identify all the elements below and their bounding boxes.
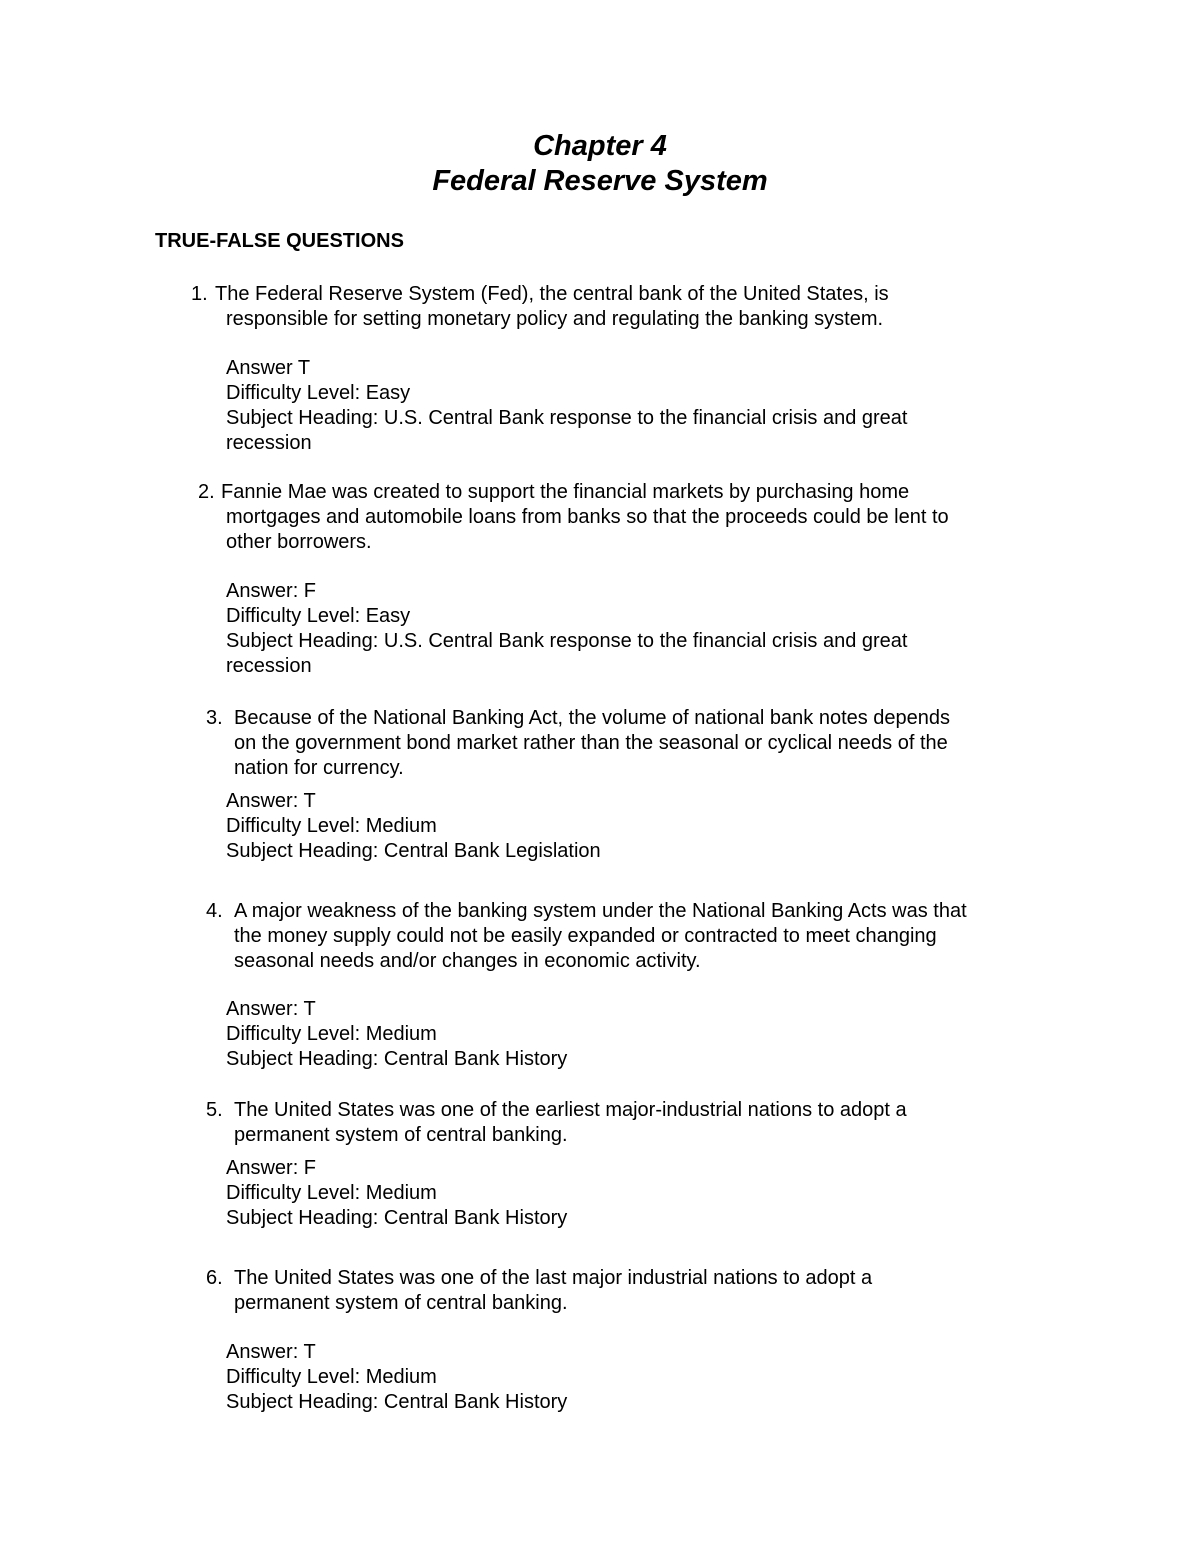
document-title: Federal Reserve System [432, 165, 768, 197]
question-line: permanent system of central banking. [234, 1292, 568, 1314]
answer: Answer: T [226, 998, 316, 1020]
question-number: 6. [206, 1267, 223, 1289]
difficulty: Difficulty Level: Medium [226, 1023, 437, 1045]
subject-heading: Subject Heading: Central Bank History [226, 1391, 568, 1413]
answer-block [226, 1156, 567, 1231]
question-line: The United States was one of the earliest major-industrial nations to adopt a [234, 1099, 907, 1121]
answer: Answer T [226, 357, 311, 379]
subject-heading: Subject Heading: Central Bank History [226, 1048, 568, 1070]
question-number: 4. [206, 900, 223, 922]
subject-heading-cont: recession [226, 432, 312, 454]
question-line: the money supply could not be easily expanded or contracted to meet changing [234, 925, 937, 947]
difficulty: Difficulty Level: Easy [226, 605, 411, 627]
question-line: mortgages and automobile loans from banks so that the proceeds could be lent to [226, 506, 949, 528]
difficulty: Difficulty Level: Medium [226, 1366, 437, 1388]
question-line: on the government bond market rather than the seasonal or cyclical needs of the [234, 732, 948, 754]
difficulty: Difficulty Level: Medium [226, 815, 437, 837]
question-line: other borrowers. [226, 531, 372, 553]
question-text [234, 899, 967, 974]
chapter-label: Chapter 4 [533, 130, 667, 162]
question-line: Fannie Mae was created to support the financial markets by purchasing home [221, 481, 910, 503]
question-number: 2. [198, 481, 215, 503]
subject-heading: Subject Heading: Central Bank History [226, 1207, 568, 1229]
question-text [221, 480, 949, 555]
question-line: responsible for setting monetary policy and regulating the banking system. [226, 308, 884, 330]
subject-heading: Subject Heading: U.S. Central Bank response to the financial crisis and great [226, 630, 908, 652]
subject-heading: Subject Heading: Central Bank Legislation [226, 840, 601, 862]
question-line: nation for currency. [234, 757, 404, 779]
section-heading: TRUE-FALSE QUESTIONS [155, 230, 404, 252]
question-text [215, 282, 889, 332]
difficulty: Difficulty Level: Medium [226, 1182, 437, 1204]
answer-block [226, 789, 601, 864]
question-line: seasonal needs and/or changes in economic activity. [234, 950, 701, 972]
question-line: permanent system of central banking. [234, 1124, 568, 1146]
question-number: 1. [191, 283, 208, 305]
answer: Answer: F [226, 1157, 317, 1179]
question-line: A major weakness of the banking system under the National Banking Acts was that [234, 900, 967, 922]
question-text [234, 1266, 872, 1316]
question-line: Because of the National Banking Act, the volume of national bank notes depends [234, 707, 951, 729]
subject-heading: Subject Heading: U.S. Central Bank response to the financial crisis and great [226, 407, 908, 429]
answer: Answer: T [226, 1341, 316, 1363]
answer-block [226, 997, 567, 1072]
answer: Answer: F [226, 580, 317, 602]
question-number: 5. [206, 1099, 223, 1121]
question-line: The United States was one of the last major industrial nations to adopt a [234, 1267, 873, 1289]
difficulty: Difficulty Level: Easy [226, 382, 411, 404]
subject-heading-cont: recession [226, 655, 312, 677]
answer-block [226, 579, 907, 679]
answer-block [226, 1340, 567, 1415]
question-text [234, 1098, 907, 1148]
answer: Answer: T [226, 790, 316, 812]
question-number: 3. [206, 707, 223, 729]
question-line: The Federal Reserve System (Fed), the central bank of the United States, is [215, 283, 889, 305]
question-text [234, 706, 950, 781]
answer-block [226, 356, 907, 456]
